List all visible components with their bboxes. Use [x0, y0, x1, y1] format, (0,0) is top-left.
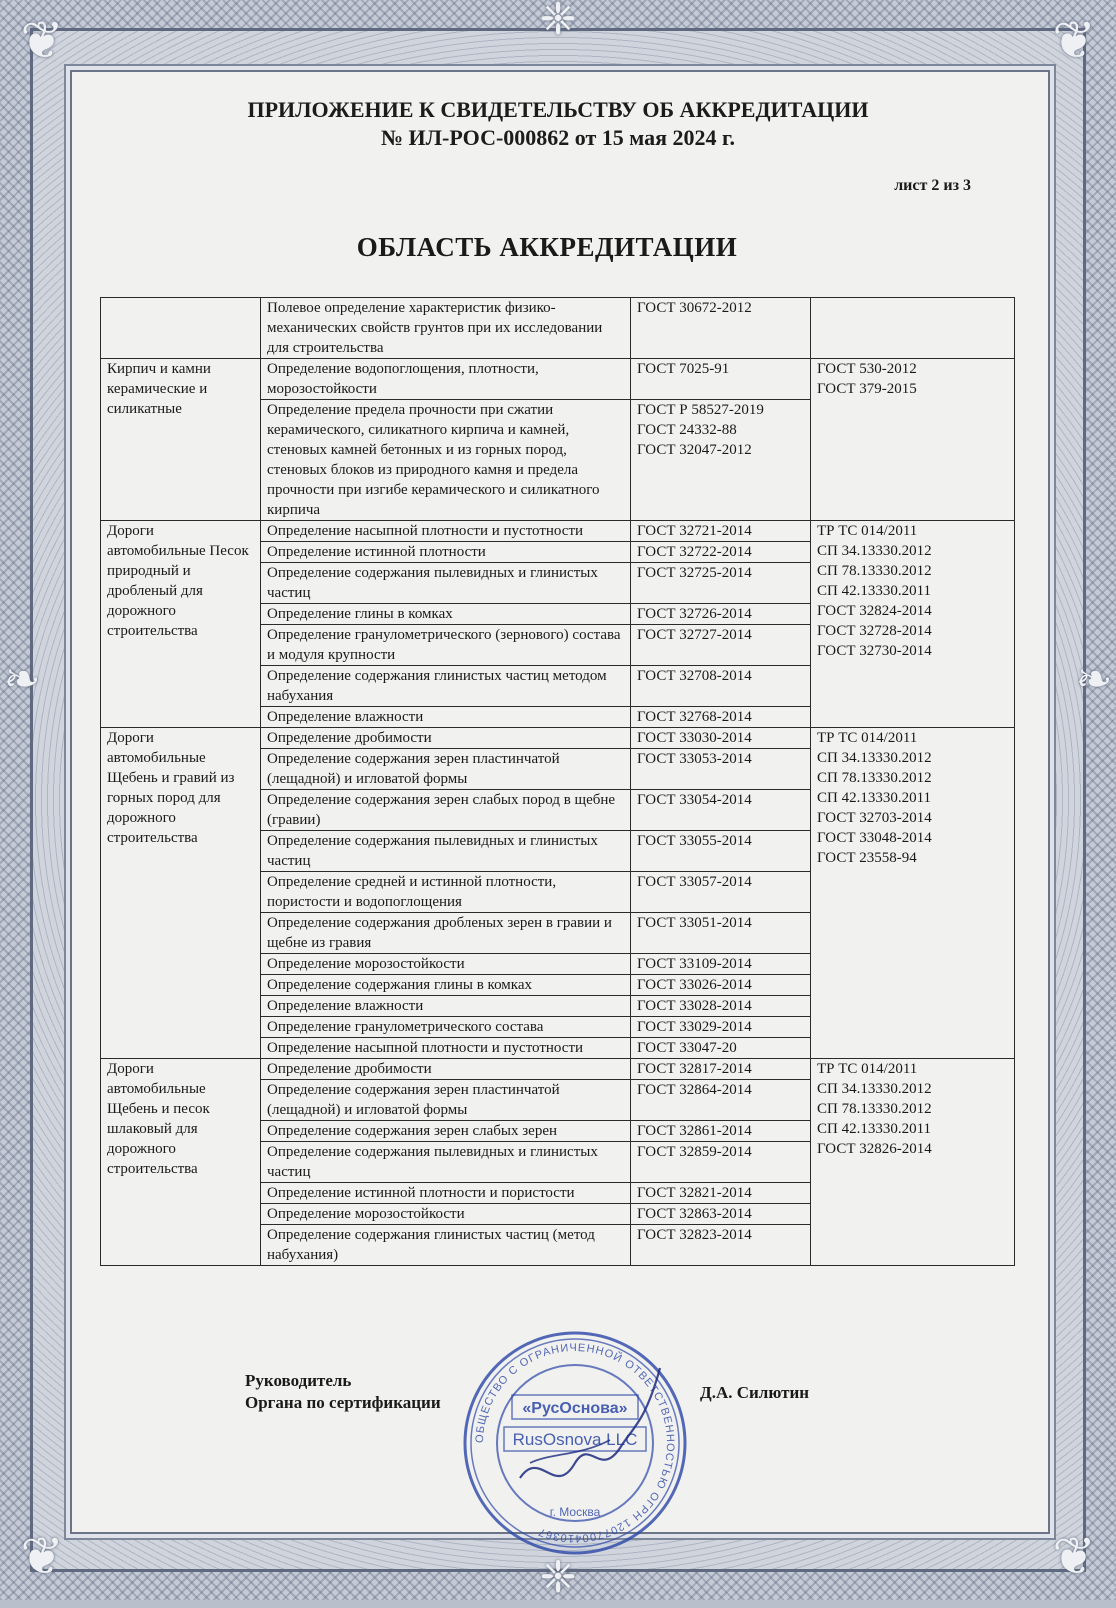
standard-cell: ГОСТ 32725-2014 [631, 563, 811, 604]
normative-doc: СП 78.13330.2012 [817, 770, 932, 786]
normative-doc: СП 42.13330.2011 [817, 790, 932, 806]
standard-cell: ГОСТ 32864-2014 [631, 1080, 811, 1121]
standard-cell: ГОСТ 32727-2014 [631, 625, 811, 666]
signatory-name: Д.А. Силютин [700, 1383, 810, 1402]
standard-cell: ГОСТ 33029-2014 [631, 1017, 811, 1038]
normative-doc: ГОСТ 32730-2014 [817, 643, 932, 659]
method-cell: Полевое определение характеристик физико-механических свойств грунтов при их исследовании для строительства [261, 298, 631, 359]
standard-cell: ГОСТ 32726-2014 [631, 604, 811, 625]
standard-cell: ГОСТ 33109-2014 [631, 954, 811, 975]
normative-doc: ГОСТ 32728-2014 [817, 623, 932, 639]
normative-doc: ГОСТ 32824-2014 [817, 603, 932, 619]
object-cell: Кирпич и камни керамические и силикатные [101, 359, 261, 521]
method-cell: Определение содержания глинистых частиц методом набухания [261, 666, 631, 707]
standard-cell: ГОСТ 33028-2014 [631, 996, 811, 1017]
method-cell: Определение истинной плотности и пористости [261, 1183, 631, 1204]
method-cell: Определение гранулометрического состава [261, 1017, 631, 1038]
normative-doc: ГОСТ 530-2012 [817, 361, 917, 377]
method-cell: Определение влажности [261, 707, 631, 728]
method-cell: Определение содержания зерен пластинчатой (лещадной) и игловатой формы [261, 1080, 631, 1121]
method-cell: Определение содержания зерен пластинчатой (лещадной) и игловатой формы [261, 749, 631, 790]
accreditation-table [100, 297, 1015, 1266]
method-cell: Определение насыпной плотности и пустотности [261, 1038, 631, 1059]
signatory-role-line2: Органа по сертификации [245, 1393, 441, 1412]
method-cell: Определение предела прочности при сжатии керамического, силикатного кирпича и камней, стеновых камней бетонных и из горных пород, стеновых блоков из природного камня и предела прочности при изгибе керамического и силикатного кирпича [261, 400, 631, 521]
normative-docs-cell [811, 521, 1015, 728]
standard-cell: ГОСТ 32722-2014 [631, 542, 811, 563]
normative-doc: СП 34.13330.2012 [817, 543, 932, 559]
normative-docs-cell [811, 1059, 1015, 1266]
handwritten-signature [520, 1368, 660, 1478]
standard-cell: ГОСТ 7025-91 [631, 359, 811, 400]
standard-cell: ГОСТ 32863-2014 [631, 1204, 811, 1225]
method-cell: Определение водопоглощения, плотности, морозостойкости [261, 359, 631, 400]
method-cell: Определение содержания дробленых зерен в гравии и щебне из гравия [261, 913, 631, 954]
normative-doc: ГОСТ 379-2015 [817, 381, 917, 397]
sheet-number: лист 2 из 3 [894, 177, 971, 194]
standard-cell: ГОСТ 32859-2014 [631, 1142, 811, 1183]
standard-cell: ГОСТ 33053-2014 [631, 749, 811, 790]
standard-cell: ГОСТ 33051-2014 [631, 913, 811, 954]
method-cell: Определение дробимости [261, 728, 631, 749]
method-cell: Определение содержания пылевидных и глинистых частиц [261, 1142, 631, 1183]
method-cell: Определение содержания глинистых частиц (метод набухания) [261, 1225, 631, 1266]
method-cell: Определение гранулометрического (зернового) состава и модуля крупности [261, 625, 631, 666]
document-title: ПРИЛОЖЕНИЕ К СВИДЕТЕЛЬСТВУ ОБ АККРЕДИТАЦИИ [247, 97, 869, 122]
method-cell: Определение содержания пылевидных и глинистых частиц [261, 831, 631, 872]
method-cell: Определение насыпной плотности и пустотности [261, 521, 631, 542]
object-cell: Дороги автомобильные Щебень и песок шлаковый для дорожного строительства [101, 1059, 261, 1266]
seal-city: г. Москва [549, 1505, 601, 1519]
table-row [101, 728, 1015, 749]
standard-cell: ГОСТ 33055-2014 [631, 831, 811, 872]
bottom-ornament-icon: ❈ [539, 1553, 577, 1602]
normative-docs-cell [811, 298, 1015, 359]
method-cell: Определение содержания зерен слабых зерен [261, 1121, 631, 1142]
normative-doc: ТР ТС 014/2011 [817, 730, 918, 746]
signatory-role [245, 1370, 441, 1414]
normative-doc: СП 42.13330.2011 [817, 1121, 932, 1137]
object-cell: Дороги автомобильные Песок природный и дробленый для дорожного строительства [101, 521, 261, 728]
standard-cell: ГОСТ 30672-2012 [631, 298, 811, 359]
side-ornament-icon: ❧ [1075, 655, 1113, 704]
corner-ornament-icon: ❦ [1052, 13, 1096, 70]
normative-doc: СП 78.13330.2012 [817, 1101, 932, 1117]
corner-ornament-icon: ❦ [1052, 1529, 1096, 1586]
corner-ornament-icon: ❦ [20, 1529, 64, 1586]
standard-cell: ГОСТ 33047-20 [631, 1038, 811, 1059]
top-ornament-icon: ❈ [539, 0, 577, 44]
normative-doc: ГОСТ 32826-2014 [817, 1141, 932, 1157]
standard-cell: ГОСТ 32708-2014 [631, 666, 811, 707]
normative-doc: СП 34.13330.2012 [817, 1081, 932, 1097]
seal-name-en: RusOsnova LLC [512, 1430, 638, 1449]
standard-cell: ГОСТ 33026-2014 [631, 975, 811, 996]
method-cell: Определение содержания пылевидных и глинистых частиц [261, 563, 631, 604]
table-row [101, 298, 1015, 359]
standard-cell: ГОСТ 32721-2014 [631, 521, 811, 542]
normative-doc: ТР ТС 014/2011 [817, 1061, 918, 1077]
normative-docs-cell [811, 359, 1015, 521]
company-seal [460, 1328, 690, 1558]
corner-ornament-icon: ❦ [20, 13, 64, 70]
table-row [101, 521, 1015, 542]
method-cell: Определение глины в комках [261, 604, 631, 625]
signatory-role-line1: Руководитель [245, 1371, 352, 1390]
normative-doc: ТР ТС 014/2011 [817, 523, 918, 539]
standard-cell: ГОСТ 32768-2014 [631, 707, 811, 728]
object-cell [101, 298, 261, 359]
standard-cell: ГОСТ 33030-2014 [631, 728, 811, 749]
method-cell: Определение морозостойкости [261, 1204, 631, 1225]
certificate-number: № ИЛ-РОС-000862 от 15 мая 2024 г. [380, 125, 736, 150]
method-cell: Определение влажности [261, 996, 631, 1017]
side-ornament-icon: ❧ [3, 655, 41, 704]
standard-cell: ГОСТ 33054-2014 [631, 790, 811, 831]
normative-doc: СП 34.13330.2012 [817, 750, 932, 766]
normative-docs-cell [811, 728, 1015, 1059]
standard-cell: ГОСТ 32823-2014 [631, 1225, 811, 1266]
standard-cell: ГОСТ 32817-2014 [631, 1059, 811, 1080]
standard-cell: ГОСТ 33057-2014 [631, 872, 811, 913]
seal-ring-text: ОБЩЕСТВО С ОГРАНИЧЕННОЙ ОТВЕТСТВЕННОСТЬЮ ОГРН 1207700410367 [473, 1341, 677, 1545]
method-cell: Определение содержания глины в комках [261, 975, 631, 996]
table-row [101, 1059, 1015, 1080]
table-row [101, 359, 1015, 400]
object-cell: Дороги автомобильные Щебень и гравий из горных пород для дорожного строительства [101, 728, 261, 1059]
method-cell: Определение истинной плотности [261, 542, 631, 563]
standard-cell: ГОСТ Р 58527-2019 ГОСТ 24332-88 ГОСТ 32047-2012 [631, 400, 811, 521]
normative-doc: ГОСТ 33048-2014 [817, 830, 932, 846]
normative-doc: СП 42.13330.2011 [817, 583, 932, 599]
normative-doc: СП 78.13330.2012 [817, 563, 932, 579]
scope-title: ОБЛАСТЬ АККРЕДИТАЦИИ [356, 232, 738, 262]
method-cell: Определение морозостойкости [261, 954, 631, 975]
standard-cell: ГОСТ 32861-2014 [631, 1121, 811, 1142]
method-cell: Определение содержания зерен слабых пород в щебне (гравии) [261, 790, 631, 831]
method-cell: Определение дробимости [261, 1059, 631, 1080]
seal-name-ru: «РусОснова» [522, 1400, 628, 1417]
standard-cell: ГОСТ 32821-2014 [631, 1183, 811, 1204]
normative-doc: ГОСТ 23558-94 [817, 850, 917, 866]
normative-doc: ГОСТ 32703-2014 [817, 810, 932, 826]
method-cell: Определение средней и истинной плотности, пористости и водопоглощения [261, 872, 631, 913]
